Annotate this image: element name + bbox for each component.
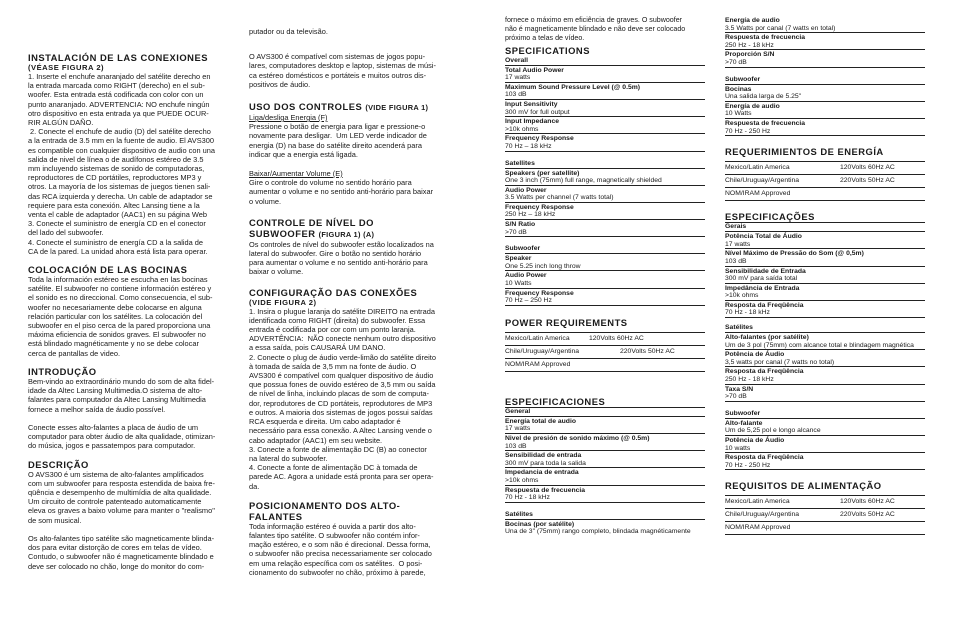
text-line: cionamento do subwoofer no chão, próximo à parede, — [249, 567, 426, 577]
spec-label: Input Impedance — [505, 118, 560, 126]
text-line: Os controles de nível do subwoofer estão localizados na — [249, 239, 434, 249]
spec-label: Potência de Áudio — [725, 437, 785, 444]
text-line: mação estéreo, e o som não é direcional. Dessa forma, — [249, 540, 431, 550]
text-line: o volume. — [249, 196, 282, 206]
section-heading: INTRODUÇÃO — [28, 365, 97, 377]
region-label: Chile/Uruguay/Argentina — [725, 177, 800, 185]
text-line: indicar que a energia está ligada. — [249, 149, 358, 159]
text-line: 3. Conecte a fonte de alimentação DC (B) ao conector — [249, 444, 427, 454]
section-subheading: (VÉASE FIGURA 2) — [28, 63, 105, 72]
region-label: Mexico/Latin America — [505, 334, 570, 342]
spec-label: Nivel de presión de sonido máximo (@ 0.5m) — [505, 435, 650, 442]
text-line: entrada é codificada por cor com um ponto laranja. — [249, 325, 416, 335]
spec-value: 300 mV for full output — [505, 108, 570, 116]
power-table — [505, 332, 705, 372]
heading-sub: (FIGURA 1) (A) — [318, 229, 375, 239]
spec-label: Alto-falantes (por satélite) — [725, 334, 809, 342]
text-line: 2. Conecte o plug de áudio verde-limão do satélite direito — [249, 352, 436, 362]
text-line: subwoofer en el piso cerca de la pared proporciona una — [28, 321, 211, 331]
text-line: 4. Conecte a fonte de alimentação DC à tomada de — [249, 463, 418, 473]
text-line: woofer no necesariamente debe colocarse en alguna — [28, 302, 202, 312]
power-row — [725, 508, 925, 521]
spec-category: Subwoofer — [725, 75, 761, 83]
section-subheading: (VIDE FIGURA 2) — [249, 297, 317, 307]
text-line: idade da Altec Lansing Multimedia.O sistema de alto- — [28, 386, 203, 396]
text-line: máxima eficiencia de sonidos graves. El subwoofer no — [28, 330, 206, 340]
spec-value: >10k ohms — [725, 292, 759, 300]
spec-row — [505, 416, 705, 433]
spec-row — [505, 467, 705, 484]
text-line: para aumentar o volume e no sentido anti-horário para — [249, 258, 428, 268]
text-line: energia (D) na base do satélite direito acenderá para — [249, 140, 422, 150]
text-line: otros. La mayoría de los sistemas de juegos tienen sali- — [28, 182, 211, 192]
text-line: AVS300 é compatível com qualquer dispositivo de áudio — [249, 371, 434, 381]
text-line: Um circuito de controle patenteado automaticamente — [28, 497, 202, 507]
text-line: na lateral do subwoofer. — [249, 453, 328, 463]
spec-table — [505, 416, 705, 502]
text-line: salida de nivel de línea o de audífonos estéreo de 3.5 — [28, 154, 204, 164]
spec-table — [725, 16, 925, 67]
spec-row — [505, 168, 705, 185]
text-line: woofer. Esta entrada está codificada con color con un — [28, 90, 204, 100]
spec-row — [725, 266, 925, 283]
spec-value: Um de 3 pol (75mm) com alcance total e blindagem magnética — [725, 341, 914, 349]
paragraph — [249, 522, 449, 577]
spec-row — [505, 185, 705, 202]
spec-value: 3.5 Watts per channel (7 watts total) — [505, 194, 614, 202]
section-heading: DESCRIÇÃO — [28, 458, 89, 470]
spec-label: Frequency Response — [505, 289, 574, 297]
text-line: necessário para essa conexão. A Altec Lansing vende o — [249, 426, 432, 436]
text-line: Bem-vindo ao extraordinário mundo do som de alta fidel- — [28, 376, 215, 386]
spec-category: Subwoofer — [505, 245, 541, 253]
text-line: RCA esquerda e direita. Um cabo adaptador é — [249, 417, 401, 427]
spec-value: 300 mV para saída total — [725, 275, 798, 283]
spec-value: 3.5 Watts por canal (7 watts en total) — [725, 24, 836, 32]
column-4 — [725, 0, 925, 535]
spec-row — [505, 450, 705, 467]
region-label: Mexico/Latin America — [725, 164, 790, 172]
spec-row — [725, 283, 925, 300]
spec-label: Audio Power — [505, 186, 547, 194]
text-line: identificada como RIGHT (direita) do subwoofer. Essa — [249, 315, 426, 325]
spec-label: Nível Máximo de Pressão do Som (@ 0,5m) — [725, 250, 864, 258]
spec-label: Bocinas — [725, 85, 752, 93]
section-heading: POWER REQUIREMENTS — [505, 316, 628, 328]
text-line: punto anaranjado. ADVERTENCIA: NO enchufe ningún — [28, 99, 210, 109]
text-line: do música, jogos e passatempos para computador. — [28, 441, 196, 451]
heading-text: SUBWOOFER — [249, 227, 316, 239]
text-line: 4. Conecte el suministro de energía CD a la salida de — [28, 237, 204, 247]
spec-label: Impedancia de entrada — [505, 469, 579, 477]
region-label: NOM/IRAM Approved — [725, 190, 791, 198]
text-line: computador para obter áudio de alta qualidade, otimizan- — [28, 432, 216, 442]
text-line: a la entrada de 3.5 mm en la fuente de audio. El AVS300 — [28, 136, 214, 146]
text-line: 3. Conecte el suministro de energía CD en el conector — [28, 219, 206, 229]
spec-label: Proporción S/N — [725, 51, 775, 59]
spec-category: General — [505, 407, 531, 415]
spec-label: Resposta da Freqüência — [725, 368, 804, 376]
control-title: Baixar/Aumentar Volume (E) — [249, 169, 343, 179]
text-line: que possua fones de ouvido estéreo de 3,5 mm ou saída — [249, 380, 436, 390]
spec-row — [725, 231, 925, 248]
spec-row — [505, 519, 705, 536]
text-line: mm incluyendo sistemas de sonido de computadoras, — [28, 164, 205, 174]
spec-row — [505, 270, 705, 287]
spec-label: Respuesta de frecuencia — [725, 34, 806, 42]
text-line — [28, 525, 228, 534]
voltage-value: 120Volts 60Hz AC — [840, 498, 895, 506]
spec-row — [505, 133, 705, 150]
paragraph — [505, 16, 705, 44]
spec-label: Sensibilidad de entrada — [505, 452, 582, 460]
power-row — [725, 521, 925, 535]
spec-value: 250 Hz – 18 kHz — [505, 211, 556, 219]
region-label: Mexico/Latin America — [725, 498, 790, 506]
spec-label: Potência de Áudio — [725, 351, 785, 359]
text-line: positivos de áudio. — [249, 79, 311, 89]
spec-label: Speakers (per satellite) — [505, 169, 580, 177]
spec-label: Alto-falante — [725, 419, 763, 427]
spec-label: Frequency Response — [505, 203, 574, 211]
spec-category: Satellites — [505, 159, 535, 167]
text-line: 2. Conecte el enchufe de audio (D) del satélite derecho — [28, 127, 211, 137]
section-heading: POSICIONAMENTO DOS ALTO- — [249, 499, 401, 511]
voltage-value: 220Volts 50Hz AC — [620, 347, 675, 355]
spec-row — [725, 435, 925, 452]
section-heading: FALANTES — [249, 510, 303, 522]
spec-value: 70 Hz - 18 kHz — [505, 494, 550, 502]
spec-label: Bocinas (por satélite) — [505, 520, 575, 528]
spec-table — [725, 84, 925, 136]
section-heading: CONTROLE DE NÍVEL DO — [249, 216, 374, 228]
spec-row — [725, 452, 925, 469]
text-line: satélite. El subwoofer no contiene información estéreo y — [28, 284, 212, 294]
paragraph — [28, 275, 228, 358]
spec-row — [725, 366, 925, 383]
spec-row — [725, 349, 925, 366]
text-line: Contudo, o subwoofer não é magneticamente blindado e — [28, 552, 214, 562]
paragraph — [28, 377, 228, 451]
paragraph: putador ou da televisão. — [249, 27, 328, 36]
text-line: novamente para desligar. Um LED verde indicador de — [249, 131, 427, 141]
spec-row — [505, 202, 705, 219]
spec-table — [505, 168, 705, 237]
spec-value: >70 dB — [725, 393, 747, 401]
spec-value: 70 Hz - 18 kHz — [725, 309, 770, 317]
text-line — [28, 414, 228, 423]
text-line: deve ser colocado no chão, longe do monitor do com- — [28, 561, 205, 571]
spec-label: Potência Total de Áudio — [725, 233, 802, 241]
spec-value: 17 watts — [725, 240, 751, 248]
section-heading: REQUISITOS DE ALIMENTAÇÃO — [725, 480, 882, 492]
power-row — [505, 358, 705, 372]
spec-value: 300 mV para toda la salida — [505, 459, 586, 467]
spec-label: Energía de audio — [725, 102, 780, 110]
text-line: da. — [249, 481, 260, 491]
voltage-value: 120Volts 60Hz AC — [840, 164, 895, 172]
spec-label: Audio Power — [505, 272, 547, 280]
spec-label: S/N Ratio — [505, 221, 536, 229]
text-line: la entrada marcada como RIGHT (derecho) en el sub- — [28, 81, 205, 91]
spec-label: Resposta da Freqüência — [725, 454, 804, 462]
text-line: requiere para esta conexión. Altec Lansing tiene a la — [28, 200, 200, 210]
spec-row — [505, 65, 705, 82]
region-label: Chile/Uruguay/Argentina — [725, 511, 800, 519]
spec-label: Input Sensitivity — [505, 100, 558, 108]
text-line: parede AC. Agora a unidade está pronta para ser opera- — [249, 472, 434, 482]
text-line: ca estéreo domésticos e portáteis e muitos outros dis- — [249, 70, 427, 80]
text-line: Gire o controle do volume no sentido horário para — [249, 178, 412, 188]
spec-value: 17 watts — [505, 74, 531, 82]
paragraph — [249, 178, 449, 206]
spec-value: Una de 3" (75mm) rango completo, blindada magnéticamente — [505, 528, 691, 536]
voltage-value: 120Volts 60Hz AC — [589, 334, 644, 342]
section-heading: COLOCACIÓN DE LAS BOCINAS — [28, 264, 188, 276]
spec-label: Frequency Response — [505, 135, 574, 143]
text-line: O AVS300 é um sistema de alto-falantes amplificados — [28, 469, 204, 479]
spec-table — [725, 418, 925, 470]
region-label: NOM/IRAM Approved — [725, 524, 791, 532]
text-line: de som musical. — [28, 515, 82, 525]
spec-row — [505, 253, 705, 270]
column-3 — [505, 0, 705, 536]
spec-label: Respuesta de frecuencia — [505, 486, 586, 494]
section-heading: CONFIGURAÇÃO DAS CONEXÕES — [249, 286, 418, 298]
spec-row — [725, 248, 925, 265]
text-line: das RCA izquierda y derecha. Un cable de adaptador se — [28, 191, 213, 201]
spec-row — [725, 49, 925, 66]
power-row — [505, 332, 705, 345]
spec-value: 250 Hz - 18 kHz — [725, 41, 774, 49]
section-heading: ESPECIFICACIONES — [505, 395, 606, 407]
spec-value: 70 Hz – 18 kHz — [505, 142, 552, 150]
spec-row — [505, 99, 705, 116]
spec-value: 10 Watts — [505, 280, 532, 288]
text-line: lateral do subwoofer. Gire o botão no sentido horário — [249, 249, 422, 259]
column-2 — [249, 0, 449, 577]
text-line: 1. Insira o plugue laranja do satélite DIREITO na entrada — [249, 306, 435, 316]
text-line: 1. Inserte el enchufe anaranjado del satélite derecho en — [28, 72, 211, 81]
text-line: em uma relação específica com os satélites. O posi- — [249, 558, 423, 568]
text-line: próximo a telas de vídeo. — [505, 34, 585, 43]
region-label: NOM/IRAM Approved — [505, 360, 571, 368]
spec-value: 70 Hz - 250 Hz — [725, 461, 771, 469]
text-line: el sonido es no direccional. Como consecuencia, el sub- — [28, 293, 213, 303]
spec-category: Gerais — [725, 223, 747, 231]
paragraph — [28, 72, 228, 256]
text-line: fornece o máximo em eficiência de graves. O subwoofer — [505, 16, 683, 24]
spec-label: Impedância de Entrada — [725, 284, 800, 292]
text-line: aumentar o volume e no sentido anti-horário para baixar — [249, 187, 434, 197]
text-line: o subwoofer não precisa necessariamente ser colocado — [249, 549, 432, 559]
text-line: e outros. A maioria dos sistemas de jogos possui saídas — [249, 407, 433, 417]
text-line: Toda informação estéreo é ouvida a partir dos alto- — [249, 521, 416, 531]
voltage-value: 220Volts 50Hz AC — [840, 177, 895, 185]
spec-row — [505, 116, 705, 133]
text-line: Os alto-falantes tipo satélite são magneticamente blinda- — [28, 533, 215, 543]
text-line: falantes para computador da Altec Lansing Multimedia — [28, 395, 206, 405]
power-table — [725, 495, 925, 535]
spec-row — [505, 433, 705, 450]
text-line: relación particular con los satélites. La colocación del — [28, 311, 203, 321]
section-heading: SPECIFICATIONS — [505, 44, 590, 56]
spec-row — [725, 32, 925, 49]
spec-label: Total Audio Power — [505, 66, 564, 74]
heading-sub: (VIDE FIGURA 1) — [365, 103, 429, 113]
text-line: eleva os graves a baixo volume para manter o "realismo" — [28, 506, 215, 516]
voltage-value: 220Volts 50Hz AC — [840, 511, 895, 519]
control-title: Liga/desliga Energia (F) — [249, 113, 328, 123]
spec-value: Um de 5,25 pol e longo alcance — [725, 427, 821, 435]
spec-value: 103 dB — [505, 442, 527, 450]
spec-value: One 5.25 inch long throw — [505, 262, 581, 270]
text-line: está blindado magnéticamente y no se debe colocar — [28, 339, 199, 349]
spec-value: 250 Hz - 18 kHz — [725, 376, 774, 384]
spec-value: 103 dB — [505, 91, 527, 99]
text-line: O AVS300 é compatível com sistemas de jogos popu- — [249, 52, 426, 62]
text-line: a essa saída, pois CAUSARÁ UM DANO. — [249, 343, 386, 353]
spec-row — [725, 84, 925, 101]
spec-table — [505, 65, 705, 151]
spec-label: Sensibilidade de Entrada — [725, 267, 806, 275]
spec-label: Energía de audio — [725, 17, 780, 24]
spec-label: Resposta da Freqüência — [725, 301, 804, 309]
section-heading: ESPECIFICAÇÕES — [725, 211, 815, 223]
text-line: RIR ALGÚN DAÑO. — [28, 118, 94, 128]
text-line: Toda la información estéreo se escucha en las bocinas — [28, 275, 208, 285]
spec-value: >10k ohms — [505, 125, 539, 133]
spec-row — [725, 16, 925, 32]
power-row — [505, 345, 705, 358]
text-line: dos para evitar distorção de cores em telas de vídeo. — [28, 543, 202, 553]
spec-row — [505, 485, 705, 502]
spec-table — [505, 253, 705, 305]
spec-row — [505, 219, 705, 236]
spec-value: >70 dB — [725, 58, 747, 66]
text-line: não é magneticamente blindado e não deve ser colocado — [505, 25, 686, 34]
spec-row — [725, 384, 925, 401]
paragraph — [28, 470, 228, 571]
power-row — [725, 161, 925, 174]
spec-label: Maximum Sound Pressure Level (@ 0.5m) — [505, 83, 641, 91]
text-line: del lado del subwoofer. — [28, 228, 104, 238]
spec-table — [725, 231, 925, 317]
text-line: dor, reprodutores de CD portáteis, reprodutores de MP3 — [249, 398, 433, 408]
spec-row — [505, 288, 705, 305]
column-1 — [28, 0, 228, 571]
region-label: Chile/Uruguay/Argentina — [505, 347, 580, 355]
spec-value: 70 Hz – 250 Hz — [505, 297, 552, 305]
spec-value: 17 watts — [505, 425, 531, 433]
paragraph — [249, 122, 449, 159]
text-line: Conecte esses alto-falantes a placa de áudio de um — [28, 422, 199, 432]
text-line: qüência e desempenho de multimídia de alta qualidade. — [28, 487, 212, 497]
spec-category: Subwoofer — [725, 409, 761, 417]
text-line: à tomada de saída de 3,5 mm na fonte de áudio. O — [249, 361, 417, 371]
spec-category: Satélites — [505, 510, 533, 518]
spec-value: 10 watts — [725, 444, 751, 452]
spec-category: Satélites — [725, 324, 753, 332]
text-line: reproductores de CD portátiles, reproductores MP3 y — [28, 173, 202, 183]
section-heading: INSTALACIÓN DE LAS CONEXIONES — [28, 52, 208, 63]
text-line: falantes tipo satélite. O subwoofer não contém infor- — [249, 530, 420, 540]
spec-value: 3,5 watts por canal (7 watts no total) — [725, 358, 835, 366]
section-heading — [249, 101, 449, 113]
text-line: lares, computadores desktop e laptop, sistemas de músi- — [249, 61, 436, 71]
heading-text: USO DOS CONTROLES — [249, 101, 363, 113]
spec-value: 70 Hz - 250 Hz — [725, 127, 771, 135]
spec-row — [505, 82, 705, 99]
text-line: cabo adaptador (AAC1) em seu website. — [249, 435, 383, 445]
spec-value: >10k ohms — [505, 476, 539, 484]
spec-row — [725, 118, 925, 135]
spec-label: Energía total de audio — [505, 417, 576, 425]
paragraph — [249, 52, 449, 89]
paragraph — [249, 240, 449, 277]
power-row — [725, 187, 925, 201]
spec-row — [725, 418, 925, 435]
spec-value: Una salida larga de 5.25" — [725, 93, 802, 101]
text-line: com um subwoofer para resposta estendida de baixa fre- — [28, 478, 215, 488]
text-line: Pressione o botão de energia para ligar e pressione-o — [249, 122, 426, 132]
spec-table — [505, 519, 705, 536]
text-line: es compatible con cualquier dispositivo de audio con una — [28, 145, 215, 155]
spec-label: Respuesta de frecuencia — [725, 119, 806, 127]
spec-value: 103 dB — [725, 257, 747, 265]
text-line: cerca de pantallas de video. — [28, 348, 121, 358]
spec-row — [725, 300, 925, 317]
text-line: otro dispositivo en esta entrada ya que PUEDE OCUR- — [28, 108, 209, 118]
text-line: fornece a melhor saída de áudio possível. — [28, 404, 166, 414]
text-line: baixar o volume. — [249, 267, 304, 277]
spec-value: 10 Watts — [725, 110, 752, 118]
section-heading: REQUERIMIENTOS DE ENERGÍA — [725, 146, 884, 158]
spec-value: >70 dB — [505, 228, 527, 236]
power-row — [725, 174, 925, 187]
spec-row — [725, 101, 925, 118]
spec-table — [725, 332, 925, 401]
text-line: venta el cable de adaptador (AAC1) en su página Web — [28, 210, 207, 220]
spec-value: One 3 inch (75mm) full range, magnetically shielded — [505, 177, 662, 185]
spec-label: Speaker — [505, 255, 532, 263]
spec-row — [725, 332, 925, 349]
text-line: de nível de linha, incluindo placas de som de computa- — [249, 389, 429, 399]
text-line: CA de la pared. La unidad ahora está lista para operar. — [28, 246, 208, 256]
section-heading — [249, 228, 449, 240]
text-line: ADVERTÊNCIA: NÃO conecte nenhum outro dispositivo — [249, 334, 436, 344]
spec-category: Overall — [505, 56, 529, 64]
paragraph — [249, 307, 449, 491]
power-row — [725, 495, 925, 508]
power-table — [725, 161, 925, 201]
spec-label: Taxa S/N — [725, 385, 754, 393]
